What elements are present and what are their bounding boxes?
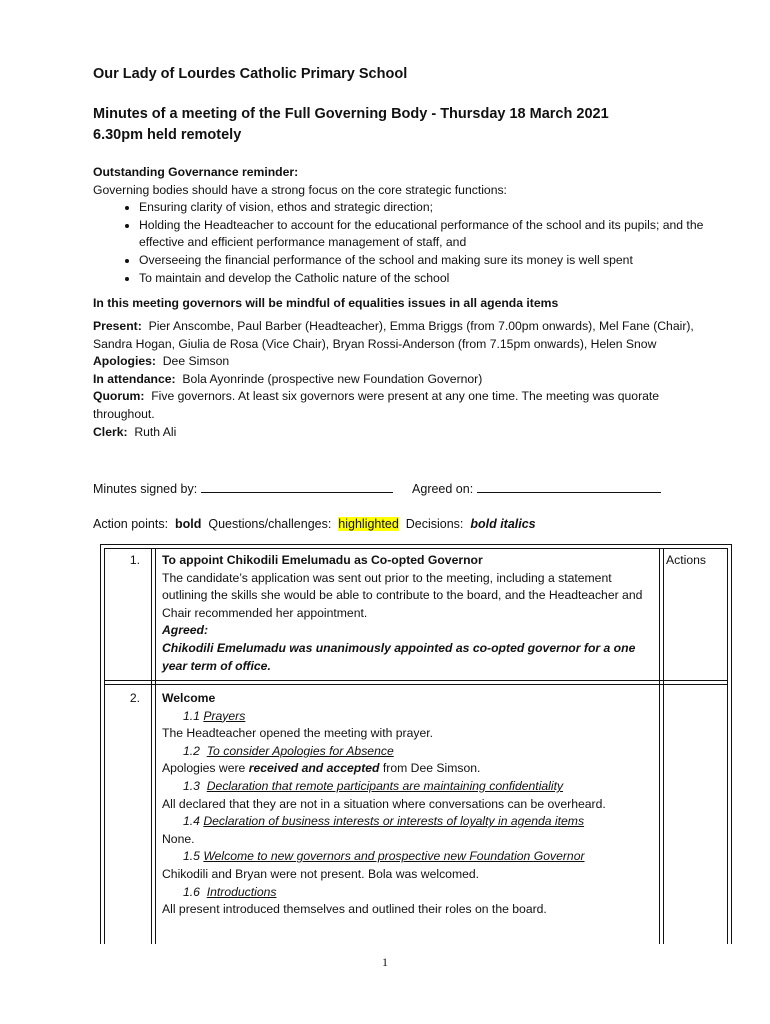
in-attendance-value: Bola Ayonrinde (prospective new Foundation Governor) (182, 371, 483, 386)
signed-label: Minutes signed by: (93, 482, 198, 496)
item-number: 1. (129, 553, 140, 567)
signoff-row (93, 480, 713, 496)
table-border (100, 544, 101, 944)
clerk-label: Clerk: (93, 424, 128, 439)
subitem-text: Apologies were received and accepted from Dee Simson. (162, 761, 481, 776)
legend-decisions-style: bold italics (470, 517, 536, 531)
item-number: 2. (129, 691, 140, 705)
subitem-text: All declared that they are not in a situation where conversations can be overheard. (162, 796, 606, 811)
agreed-label: Agreed: (162, 623, 209, 638)
agenda-item-1 (162, 552, 654, 675)
in-attendance-row (93, 371, 713, 389)
legend-action-label: Action points: (93, 517, 169, 531)
agenda-item-2 (162, 690, 654, 919)
subitem-heading: 1.4 Declaration of business interests or interests of loyalty in agenda items (183, 814, 585, 829)
clerk-row (93, 424, 713, 442)
apologies-label: Apologies: (93, 354, 156, 369)
reminder-bullet: • Overseeing the financial performance of the school and making sure its money is well spent (139, 252, 713, 270)
subitem-heading: 1.3 Declaration that remote participants are maintaining confidentiality (183, 778, 564, 793)
legend-questions-style: highlighted (338, 517, 399, 531)
subitem-text: All present introduced themselves and outlined their roles on the board. (162, 902, 547, 917)
present-value: Pier Anscombe, Paul Barber (Headteacher), Emma Briggs (from 7.00pm onwards), Mel Fane (Chair), Sandra Hogan, Giulia de Rosa (Vice Chair), Bryan Rossi-Anderson (from 7.15pm onwards), Helen Snow (93, 319, 694, 351)
reminder-heading: Outstanding Governance reminder: (93, 165, 299, 179)
legend-decisions-label: Decisions: (405, 517, 464, 531)
item-heading: To appoint Chikodili Emelumadu as Co-opted Governor (162, 553, 483, 567)
item-text: The candidate’s application was sent out prior to the meeting, including a statement outlining the skills she would be able to contribute to the board, and the Headteacher and Chair recommended her appointment. (162, 570, 643, 620)
reminder-bullet: • Holding the Headteacher to account for the educational performance of the school and its pupils; and the effective and efficient performance management of staff, and (139, 217, 713, 252)
subitem-text: Chikodili and Bryan were not present. Bola was welcomed. (162, 866, 480, 881)
table-border (104, 548, 728, 549)
governance-reminder (93, 164, 713, 287)
table-border (100, 544, 732, 545)
row-divider (104, 684, 728, 685)
reminder-bullet: • Ensuring clarity of vision, ethos and strategic direction; (139, 199, 713, 217)
agreed-label: Agreed on: (412, 482, 474, 496)
table-border (727, 548, 728, 944)
quorum-row (93, 388, 713, 423)
column-divider (663, 548, 664, 944)
legend-action-style: bold (175, 517, 202, 531)
legend-questions-label: Questions/challenges: (208, 517, 332, 531)
table-border (731, 544, 732, 944)
reminder-list (93, 199, 713, 287)
table-border (104, 548, 105, 944)
title-line-2: 6.30pm held remotely (93, 127, 242, 143)
row-divider (104, 680, 728, 681)
subitem-text: None. (162, 831, 195, 846)
subitem-heading: 1.5 Welcome to new governors and prospective new Foundation Governor (183, 849, 585, 864)
column-divider (155, 548, 156, 944)
actions-column-header: Actions (666, 553, 706, 567)
quorum-value: Five governors. At least six governors were present at any one time. The meeting was quorate throughout. (93, 389, 660, 421)
minutes-table (100, 544, 732, 944)
title-line-1: Minutes of a meeting of the Full Governing Body - Thursday 18 March 2021 (93, 106, 609, 122)
present-row (93, 318, 713, 353)
apologies-row (93, 353, 713, 371)
in-attendance-label: In attendance: (93, 371, 176, 386)
subitem-heading: 1.1 Prayers (183, 708, 246, 723)
present-label: Present: (93, 319, 142, 333)
equalities-statement: In this meeting governors will be mindful of equalities issues in all agenda items (93, 296, 559, 310)
decision-text: Chikodili Emelumadu was unanimously appointed as co-opted governor for a one year term of office. (162, 640, 636, 673)
apologies-value: Dee Simson (162, 354, 230, 369)
attendance-section (93, 318, 713, 441)
signature-line[interactable] (201, 480, 393, 493)
reminder-bullet: • To maintain and develop the Catholic nature of the school (139, 270, 713, 288)
column-divider (151, 548, 152, 944)
page-title (93, 104, 693, 146)
formatting-legend (93, 517, 536, 531)
subitem-heading: 1.2 To consider Apologies for Absence (183, 743, 394, 758)
clerk-value: Ruth Ali (134, 424, 177, 439)
page-number: 1 (382, 955, 388, 969)
column-divider (659, 548, 660, 944)
item-heading: Welcome (162, 691, 216, 705)
subitem-text: The Headteacher opened the meeting with prayer. (162, 726, 434, 741)
subitem-heading: 1.6 Introductions (183, 884, 277, 899)
quorum-label: Quorum: (93, 389, 145, 404)
agreed-date-line[interactable] (477, 480, 661, 493)
reminder-intro: Governing bodies should have a strong focus on the core strategic functions: (93, 182, 507, 197)
school-name: Our Lady of Lourdes Catholic Primary School (93, 66, 408, 82)
